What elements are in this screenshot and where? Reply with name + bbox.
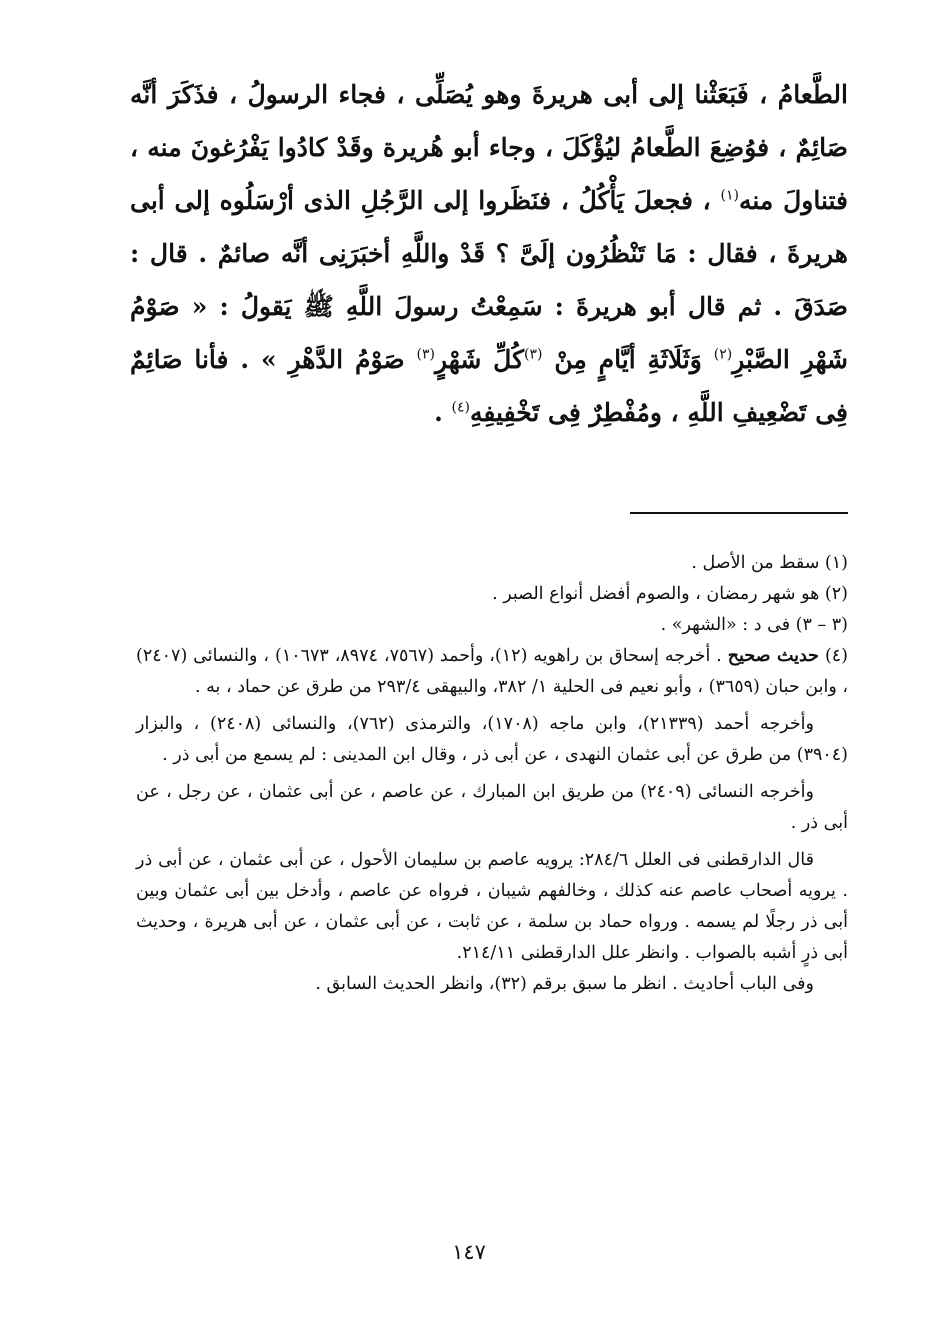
footnote-1: (١) سقط من الأصل .: [691, 553, 848, 573]
page-number: ١٤٧: [452, 1240, 486, 1264]
main-line: وَثَلَاثَةِ أيَّامٍ: [598, 345, 702, 374]
footnote-4-grade: حديث صحيح: [727, 646, 820, 666]
main-line: أبو هريرةَ : سَمِعْتُ رسولَ اللَّهِ ﷺ يَقولُ : « صَوْمُ شَهْرِ الصَّبْرِ: [130, 292, 848, 374]
footnote-paragraph-3: قال الدارقطنى فى العلل ٢٨٤/٦: يرويه عاصم بن سليمان الأحول ، عن أبى عثمان ، عن أبى ذر . يرويه أصحاب عاصم عنه كذلك ، وخالفهم شيبان ، فرواه عن عاصم ، وأدخل بين أبى عثمان وبين أبى ذر رجلًا لم يسمه . ورواه حماد بن سلمة ، عن ثابت ، عن أبى عثمان ، عن أبى هريرة ، وحديث أبى ذرٍ أشبه بالصواب . وانظر علل الدارقطنى ٢١٤/١١.: [136, 850, 848, 963]
footnote-4-label: (٤): [824, 646, 848, 666]
footnote-paragraph-1: وأخرجه أحمد (٢١٣٣٩)، وابن ماجه (١٧٠٨)، والترمذى (٧٦٢)، والنسائى (٢٤٠٨) ، والبزار (٣٩٠٤) من طرق عن أبى عثمان النهدى ، عن أبى ذر ، وقال ابن المدينى : لم يسمع من أبى ذر .: [136, 714, 848, 765]
footnote-4-text: . أخرجه إسحاق بن راهويه (١٢)، وأحمد (٧٥٦٧، ٨٩٧٤، ١٠٦٧٣) ، والنسائى (٢٤٠٧) ، وابن حبان (٣٦٥٩) ، وأبو نعيم فى الحلية ١/ ٣٨٢، والبيهقى ٢٩٣/٤ من طرق عن حماد ، به .: [136, 646, 848, 697]
main-line: الطَّعامُ ، فَبَعَثْنا إلى أبى هريرةَ وهو يُصَلِّى ، فجاء الرسولُ ، فذَكَرَ أنَّه صَائِمٌ ،: [130, 80, 848, 162]
footnotes-section: [136, 548, 848, 1000]
footnote-ref-2[interactable]: (٢): [713, 346, 733, 363]
footnote-ref-3-start[interactable]: (٣): [524, 346, 543, 363]
main-line: كُلِّ شَهْرٍ: [435, 345, 524, 374]
footnote-ref-3-end[interactable]: (٣): [416, 346, 435, 363]
main-line: فقال : مَا تَنْظُرُون إلَىَّ ؟ قَدْ واللَّهِ أخبَرَنِى أنَّه صائمٌ . قال : صَدَقَ . ثم قال: [130, 239, 849, 321]
main-line: .: [434, 398, 443, 427]
footnote-3: (٣ – ٣) فى د : «الشهر» .: [660, 615, 848, 635]
footnote-divider: [630, 512, 848, 514]
main-line: تَخْفِيفِهِ: [469, 398, 540, 427]
footnote-ref-1[interactable]: (١): [720, 187, 739, 204]
footnote-ref-4[interactable]: (٤): [451, 399, 470, 416]
footnote-paragraph-2: وأخرجه النسائى (٢٤٠٩) من طريق ابن المبارك ، عن عاصم ، عن أبى عثمان ، عن رجل ، عن أبى ذر .: [136, 782, 848, 833]
main-paragraph: [130, 68, 848, 439]
footnote-2: (٢) هو شهر رمضان ، والصوم أفضل أنواع الصبر .: [492, 584, 848, 604]
main-line: صَوْمُ الدَّهْرِ » . فأنا صَائِمٌ فِى تَضْعِيفِ اللَّهِ ، ومُفْطِرٌ فِى: [130, 345, 848, 427]
main-line: منه: [738, 186, 774, 215]
main-line: فوُضِعَ الطَّعامُ ليُؤْكَلَ ، وجاء أبو هُريرة وقَدْ كادُوا يَفْرُغونَ منه ، فتناولَ: [130, 133, 848, 215]
main-line: ، فجعلَ يَأْكُلُ ، فنَظَروا إلى الرَّجُلِ الذى أرْسَلُوه إلى أبى هريرةَ ،: [130, 186, 848, 268]
main-text: [130, 68, 848, 439]
main-line: مِنْ: [554, 345, 587, 374]
footnote-4: [136, 641, 848, 703]
footnote-paragraph-4: وفى الباب أحاديث . انظر ما سبق برقم (٣٢)، وانظر الحديث السابق .: [315, 974, 814, 994]
